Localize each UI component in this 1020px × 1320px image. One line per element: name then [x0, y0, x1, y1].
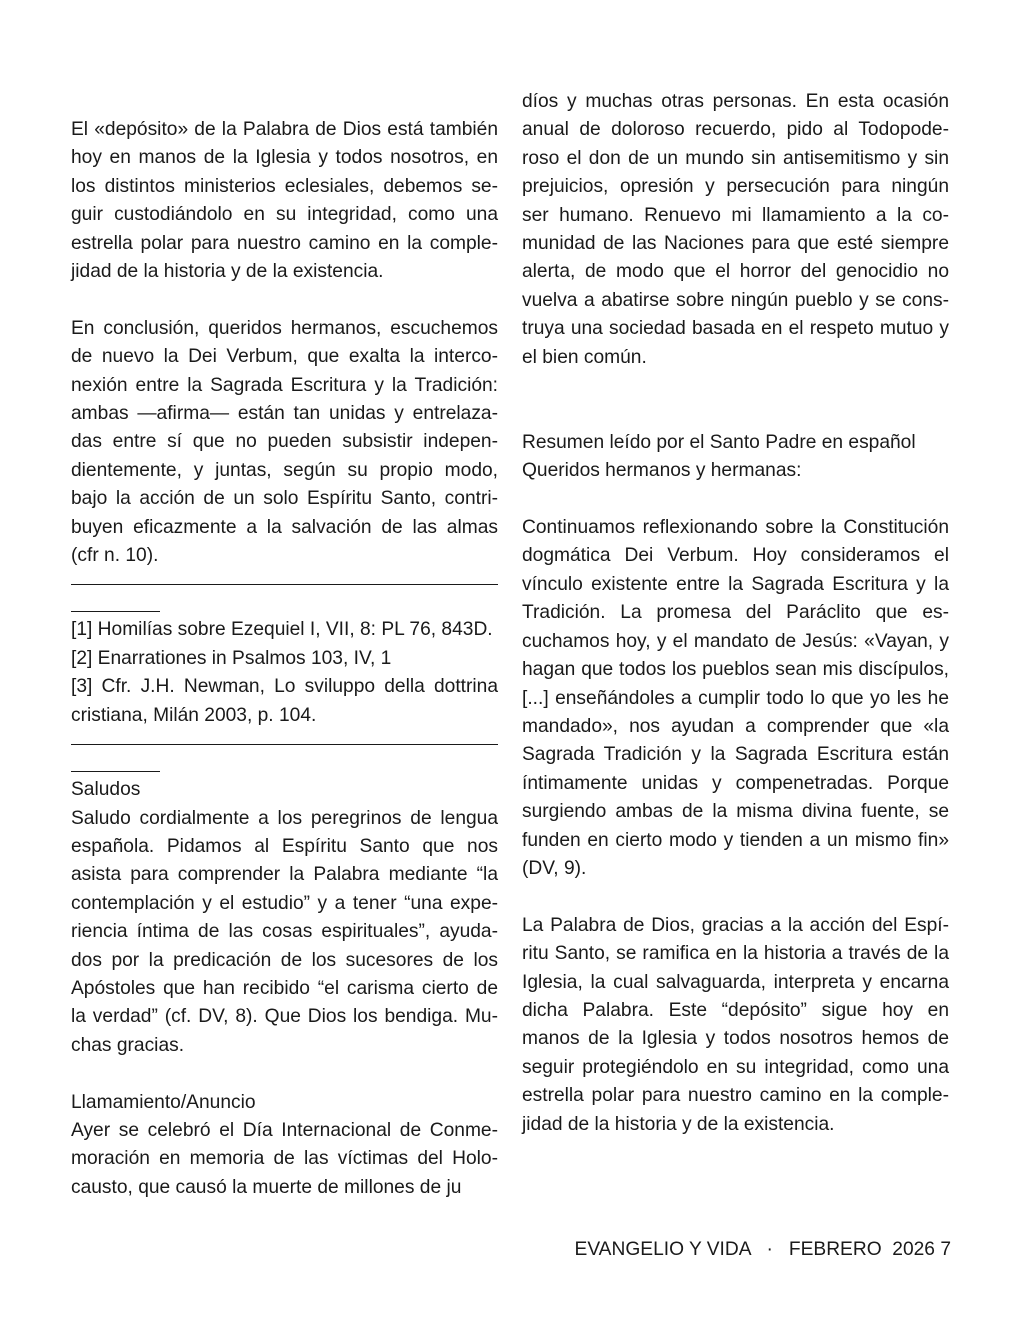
footnote-1: [1] Homilías sobre Ezequiel I, VII, 8: PL 76, 843D. — [71, 619, 493, 641]
section-divider-long — [71, 744, 498, 745]
footnote-divider-short — [71, 611, 160, 612]
llamamiento-heading: Llamamiento/Anuncio — [71, 1091, 256, 1113]
saludos-heading: Saludos — [71, 779, 141, 801]
section-divider-short — [71, 771, 160, 772]
paragraph-dei-verbum: Continuamos reflexionando sobre la Constitución dogmática Dei Verbum. Hoy consideramos el vínculo existente entre la Sagrada Escritura y la Tradición. La promesa del Paráclito que escuchamos hoy, y el mandato de Jesús: «Vayan, y hagan que todos los pueblos sean mis discípulos, [...] enseñándoles a cumplir todo lo que yo les he mandado», nos ayudan a comprender que «la Sagrada Tradición y la Sagrada Escritura están íntimamente unidas y compenetradas. Porque surgiendo ambas de la misma divina fuente, se funden en cierto modo y tienden a un mismo fin» (DV, 9). — [522, 517, 949, 879]
publication-name: EVANGELIO Y VIDA — [574, 1239, 751, 1260]
page-number: 7 — [940, 1239, 951, 1260]
footnote-2: [2] Enarrationes in Psalmos 103, IV, 1 — [71, 647, 392, 669]
paragraph-palabra-de-dios: La Palabra de Dios, gracias a la acción del Espíritu Santo, se ramifica en la historia a través de la Iglesia, la cual salvaguarda, interpreta y encarna dicha Palabra. Este “depósito” sigue hoy en manos de la Iglesia y todos nosotros hemos de seguir protegiéndolo en su integridad, como una estrella polar para nuestro camino en la complejidad de la historia y de la existencia. — [522, 914, 949, 1135]
paragraph-deposito: El «depósito» de la Palabra de Dios está también hoy en manos de la Iglesia y todos nosotros, en los distintos ministerios eclesiales, debemos seguir custodiándolo en su integridad, como una estrella polar para nuestro camino en la complejidad de la historia y de la existencia. — [71, 119, 498, 283]
left-column — [71, 116, 498, 1202]
footnote-3: [3] Cfr. J.H. Newman, Lo sviluppo della dottrina cristiana, Milán 2003, p. 104. — [71, 676, 498, 726]
issue-date: FEBRERO 2026 — [788, 1239, 935, 1260]
llamamiento-text: Ayer se celebró el Día Internacional de Conmemoración en memoria de las víctimas del Holocausto, que causó la muerte de millones de ju — [71, 1119, 498, 1198]
footnote-divider-long — [71, 584, 498, 585]
right-column — [522, 88, 949, 1139]
paragraph-conclusion: En conclusión, queridos hermanos, escuchemos de nuevo la Dei Verbum, que exalta la interconexión entre la Sagrada Escritura y la Tradición: ambas —afirma— están tan unidas y entrelazadas entre sí que no pueden subsistir independientemente, y juntas, según su propio modo, bajo la acción de un solo Espíritu Santo, contribuyen eficazmente a la salvación de las almas (cfr n. 10). — [71, 317, 498, 567]
saludos-text: Saludo cordialmente a los peregrinos de lengua española. Pidamos al Espíritu Santo que nos asista para comprender la Palabra mediante “la contemplación y el estudio” y a tener “una experiencia íntima de las cosas espirituales”, ayudados por la predicación de los sucesores de los Apóstoles que han recibido “el carisma cierto de la verdad” (cf. DV, 8). Que Dios los bendiga. Muchas gracias. — [71, 807, 498, 1056]
paragraph-llamamiento-continued: díos y muchas otras personas. En esta ocasión anual de doloroso recuerdo, pido al Todopoderoso el don de un mundo sin antisemitismo y sin prejuicios, opresión y persecución para ningún ser humano. Renuevo mi llamamiento a la comunidad de las Naciones para que esté siempre alerta, de modo que el horror del genocidio no vuelva a abatirse sobre ningún pueblo y se construya una sociedad basada en el respeto mutuo y el bien común. — [522, 91, 949, 368]
footer-separator: · — [766, 1239, 773, 1260]
page-footer — [575, 1236, 951, 1264]
greeting: Queridos hermanos y hermanas: — [522, 460, 802, 482]
resumen-heading: Resumen leído por el Santo Padre en español — [522, 431, 916, 453]
